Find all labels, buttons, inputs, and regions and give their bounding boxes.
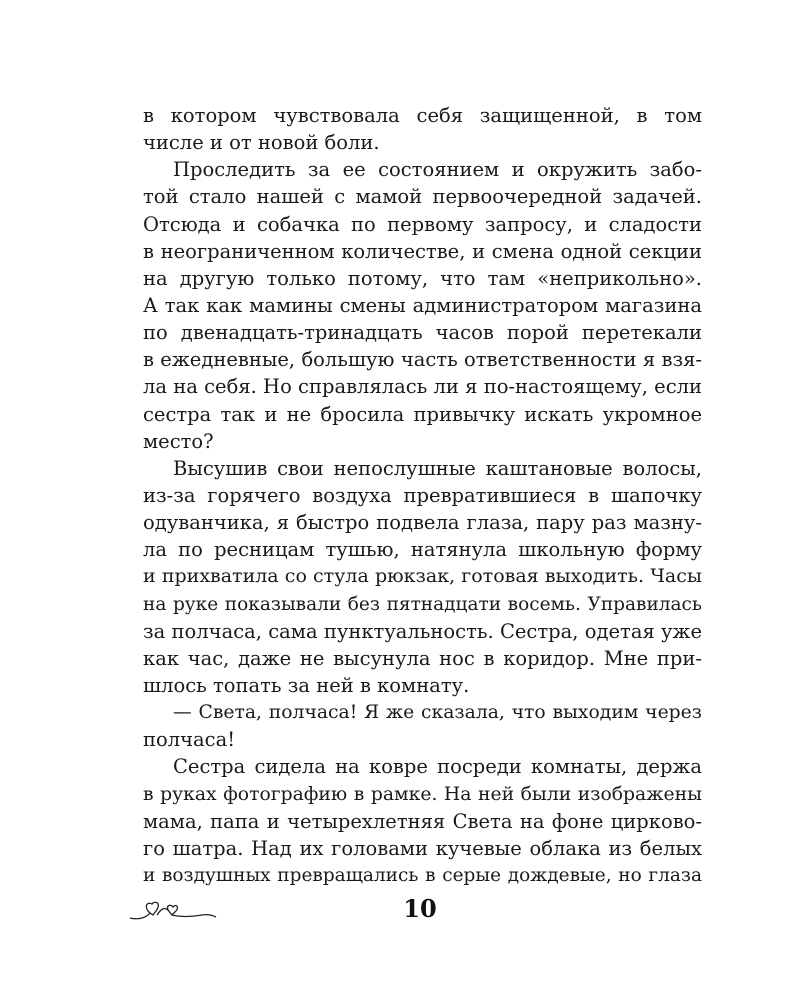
text-line: и прихватила со стула рюкзак, готовая выходить. Часы <box>143 565 702 588</box>
text-line: той стало нашей с мамой первоочередной задачей. <box>143 185 702 209</box>
page-body-text <box>143 102 702 889</box>
text-line: Отсюда и собачка по первому запросу, и сладости <box>143 212 702 236</box>
page-number: 10 <box>403 894 437 923</box>
text-line: из-за горячего воздуха превратившиеся в шапочку <box>143 483 702 507</box>
text-line: шлось топать за ней в комнату. <box>143 673 470 697</box>
text-line: — Света, полчаса! Я же сказала, что выходим через <box>173 702 702 724</box>
text-line: сестра так и не бросила привычку искать укромное <box>143 402 702 426</box>
text-line: на другую только потому, что там «неприкольно». <box>143 266 702 290</box>
text-line: в котором чувствовала себя защищенной, в том <box>143 104 702 127</box>
text-line: и воздушных превращались в серые дождевые, но глаза <box>143 864 702 886</box>
text-line: Проследить за ее состоянием и окружить забо- <box>173 158 702 182</box>
text-line: на руке показывали без пятнадцати восемь. Управилась <box>143 593 702 615</box>
text-line: в руках фотографию в рамке. На ней были изображены <box>143 783 702 805</box>
text-line: по двенадцать-тринадцать часов порой перетекали <box>143 321 702 345</box>
text-line: одуванчика, я быстро подвела глаза, пару раз мазну- <box>143 511 702 535</box>
text-line: полчаса! <box>143 728 236 752</box>
text-line: ла на себя. Но справлялась ли я по-настоящему, если <box>143 375 702 399</box>
text-line: в неограниченном количестве, и смена одной секции <box>143 239 702 263</box>
text-line: как час, даже не высунула нос в коридор. Мне при- <box>143 646 702 670</box>
text-line: в ежедневные, большую часть ответственности я взя- <box>143 348 702 372</box>
text-line: го шатра. Над их головами кучевые облака из белых <box>143 836 702 860</box>
text-line: Сестра сидела на ковре посреди комнаты, держа <box>173 755 702 779</box>
text-line: Высушив свои непослушные каштановые волосы, <box>173 456 702 480</box>
text-line: за полчаса, сама пунктуальность. Сестра, одетая уже <box>143 619 702 643</box>
text-line: мама, папа и четырехлетняя Света на фоне цирково- <box>143 809 702 833</box>
text-line: числе и от новой боли. <box>143 131 380 155</box>
page-footer <box>0 892 800 932</box>
text-line: место? <box>143 429 214 453</box>
text-line: ла по ресницам тушью, натянула школьную форму <box>143 538 702 562</box>
text-line: А так как мамины смены администратором магазина <box>143 293 702 317</box>
